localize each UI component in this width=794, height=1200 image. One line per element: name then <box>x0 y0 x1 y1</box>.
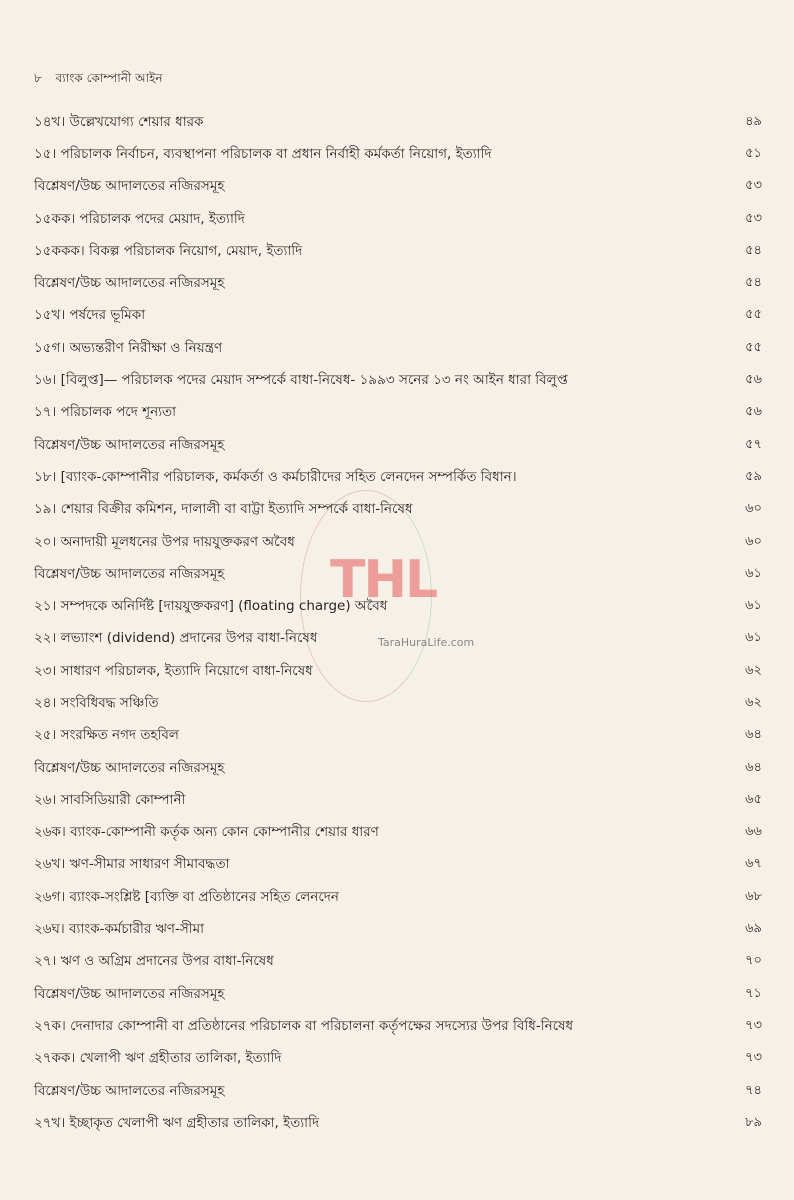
toc-entry <box>34 397 762 429</box>
toc-entry-title: ২৩। সাধারণ পরিচালক, ইত্যাদি নিয়োগে বাধা-নিষেধ <box>34 662 313 679</box>
toc-entry-title: ১৯। শেয়ার বিক্রীর কমিশন, দালালী বা বাট্টা ইত্যাদি সম্পর্কে বাধা-নিষেধ <box>34 501 413 518</box>
toc-entry-title: বিশ্লেষণ/উচ্চ আদালতের নজিরসমূহ <box>34 1082 225 1099</box>
toc-entry <box>34 138 762 170</box>
toc-entry-title: ২০। অনাদায়ী মূলধনের উপর দায়যুক্তকরণ অবৈধ <box>34 533 295 550</box>
toc-entry-page: ৬৮ <box>745 888 762 904</box>
toc-entry <box>34 978 762 1010</box>
toc-entry-page: ৮৯ <box>745 1114 762 1130</box>
toc-entry-title: ২৬খ। ঋণ-সীমার সাধারণ সীমাবদ্ধতা <box>34 856 230 873</box>
toc-entry-title: ১৫খ। পর্ষদের ভূমিকা <box>34 307 146 324</box>
toc-entry-page: ৫৬ <box>745 372 762 388</box>
toc-entry-title: ২৪। সংবিধিবদ্ধ সঞ্চিতি <box>34 694 159 711</box>
toc-entry-page: ৫৬ <box>745 404 762 420</box>
toc-entry <box>34 106 762 138</box>
toc-entry <box>34 364 762 396</box>
toc-entry-title: ১৬। [বিলুপ্ত]— পরিচালক পদের মেয়াদ সম্পর্কে বাধা-নিষেধ- ১৯৯৩ সনের ১৩ নং আইন ধারা বিলুপ্ত <box>34 372 568 389</box>
toc-entry <box>34 1010 762 1042</box>
toc-entry-title: ২৬ক। ব্যাংক-কোম্পানী কর্তৃক অন্য কোন কোম্পানীর শেয়ার ধারণ <box>34 824 379 841</box>
toc-entry-title: বিশ্লেষণ/উচ্চ আদালতের নজিরসমূহ <box>34 759 225 776</box>
toc-entry <box>34 720 762 752</box>
table-of-contents <box>34 106 762 1140</box>
running-header <box>34 70 173 90</box>
toc-entry <box>34 1043 762 1075</box>
toc-entry-page: ৫৩ <box>745 178 762 194</box>
page-number: ৮ <box>34 71 42 85</box>
toc-entry-title: ২৭ক। দেনাদার কোম্পানী বা প্রতিষ্ঠানের পরিচালক বা পরিচালনা কর্তৃপক্ষের সদস্যের উপর বিধি-নিষেধ <box>34 1017 574 1034</box>
toc-entry-title: ১৮। [ব্যাংক-কোম্পানীর পরিচালক, কর্মকর্তা ও কর্মচারীদের সহিত লেনদেন সম্পর্কিত বিধান। <box>34 468 517 485</box>
toc-entry-page: ৫৫ <box>745 339 762 355</box>
toc-entry <box>34 332 762 364</box>
toc-entry <box>34 623 762 655</box>
toc-entry-page: ৪৯ <box>745 113 762 129</box>
toc-entry-page: ৬৫ <box>745 791 762 807</box>
toc-entry-title: ২৭খ। ইচ্ছাকৃত খেলাপী ঋণ গ্রহীতার তালিকা, ইত্যাদি <box>34 1114 320 1131</box>
toc-entry-page: ৫৫ <box>745 307 762 323</box>
toc-entry-page: ৬১ <box>745 565 762 581</box>
toc-entry-title: ২৭কক। খেলাপী ঋণ গ্রহীতার তালিকা, ইত্যাদি <box>34 1050 282 1067</box>
toc-entry <box>34 946 762 978</box>
toc-entry-page: ৬৭ <box>745 856 762 872</box>
toc-entry <box>34 849 762 881</box>
toc-entry <box>34 429 762 461</box>
toc-entry-page: ৬২ <box>745 694 762 710</box>
toc-entry-title: ১৪খ। উল্লেখযোগ্য শেয়ার ধারক <box>34 113 204 130</box>
toc-entry-page: ৬২ <box>745 662 762 678</box>
toc-entry <box>34 784 762 816</box>
toc-entry-title: বিশ্লেষণ/উচ্চ আদালতের নজিরসমূহ <box>34 985 225 1002</box>
watermark-site: TaraHuraLife.com <box>378 636 475 649</box>
toc-entry <box>34 590 762 622</box>
toc-entry-page: ৭৪ <box>745 1082 762 1098</box>
toc-entry-page: ৫৭ <box>745 436 762 452</box>
toc-entry-title: ১৫কক। পরিচালক পদের মেয়াদ, ইত্যাদি <box>34 210 245 227</box>
toc-entry-page: ৬১ <box>745 630 762 646</box>
toc-entry-page: ৫৩ <box>745 210 762 226</box>
toc-entry <box>34 1075 762 1107</box>
toc-entry <box>34 461 762 493</box>
toc-entry <box>34 494 762 526</box>
toc-entry <box>34 558 762 590</box>
toc-entry-page: ৭৩ <box>745 1017 762 1033</box>
toc-entry-title: ২৭। ঋণ ও অগ্রিম প্রদানের উপর বাধা-নিষেধ <box>34 953 274 970</box>
toc-entry-title: ২১। সম্পদকে অনির্দিষ্ট [দায়যুক্তকরণ] (floating charge) অবৈধ <box>34 598 388 615</box>
toc-entry <box>34 171 762 203</box>
toc-entry-page: ৫৪ <box>745 242 762 258</box>
toc-entry-title: বিশ্লেষণ/উচ্চ আদালতের নজিরসমূহ <box>34 275 225 292</box>
toc-entry-page: ৬৬ <box>745 824 762 840</box>
toc-entry-title: ২২। লভ্যাংশ (dividend) প্রদানের উপর বাধা-নিষেধ <box>34 630 318 647</box>
toc-entry <box>34 267 762 299</box>
toc-entry-page: ৬১ <box>745 598 762 614</box>
toc-entry-page: ৬৯ <box>745 921 762 937</box>
toc-entry-title: ১৭। পরিচালক পদে শূন্যতা <box>34 404 177 421</box>
toc-entry-page: ৭১ <box>745 985 762 1001</box>
toc-entry-title: ২৬। সাবসিডিয়ারী কোম্পানী <box>34 791 186 808</box>
toc-entry <box>34 1107 762 1139</box>
toc-entry-title: ২৫। সংরক্ষিত নগদ তহবিল <box>34 727 179 744</box>
toc-entry-page: ৬৪ <box>745 759 762 775</box>
toc-entry-page: ৭৩ <box>745 1050 762 1066</box>
toc-entry-page: ৫৪ <box>745 275 762 291</box>
toc-entry <box>34 235 762 267</box>
toc-entry-title: ১৫। পরিচালক নির্বাচন, ব্যবস্থাপনা পরিচালক বা প্রধান নির্বাহী কর্মকর্তা নিয়োগ, ইত্যাদি <box>34 145 492 162</box>
toc-entry <box>34 687 762 719</box>
toc-entry-page: ৬৪ <box>745 727 762 743</box>
toc-entry-title: বিশ্লেষণ/উচ্চ আদালতের নজিরসমূহ <box>34 436 225 453</box>
toc-entry <box>34 913 762 945</box>
toc-entry <box>34 203 762 235</box>
toc-entry-page: ৫১ <box>745 145 762 161</box>
toc-entry <box>34 655 762 687</box>
toc-entry <box>34 752 762 784</box>
toc-entry-page: ৬০ <box>745 501 762 517</box>
toc-entry-page: ৫৯ <box>745 468 762 484</box>
watermark-logo: THL <box>330 550 437 610</box>
toc-entry-title: ২৬ঘ। ব্যাংক-কর্মচারীর ঋণ-সীমা <box>34 921 205 938</box>
toc-entry-page: ৬০ <box>745 533 762 549</box>
book-title: ব্যাংক কোম্পানী আইন <box>55 71 163 85</box>
toc-entry-page: ৭০ <box>745 953 762 969</box>
toc-entry <box>34 526 762 558</box>
toc-entry <box>34 300 762 332</box>
toc-entry <box>34 817 762 849</box>
toc-entry-title: ১৫ককক। বিকল্প পরিচালক নিয়োগ, মেয়াদ, ইত্যাদি <box>34 242 303 259</box>
toc-entry-title: বিশ্লেষণ/উচ্চ আদালতের নজিরসমূহ <box>34 178 225 195</box>
toc-entry-title: ২৬গ। ব্যাংক-সংশ্লিষ্ট [ব্যক্তি বা প্রতিষ্ঠানের সহিত লেনদেন <box>34 888 339 905</box>
toc-entry-title: বিশ্লেষণ/উচ্চ আদালতের নজিরসমূহ <box>34 565 225 582</box>
toc-entry-title: ১৫গ। অভ্যন্তরীণ নিরীক্ষা ও নিয়ন্ত্রণ <box>34 339 223 356</box>
toc-entry <box>34 881 762 913</box>
